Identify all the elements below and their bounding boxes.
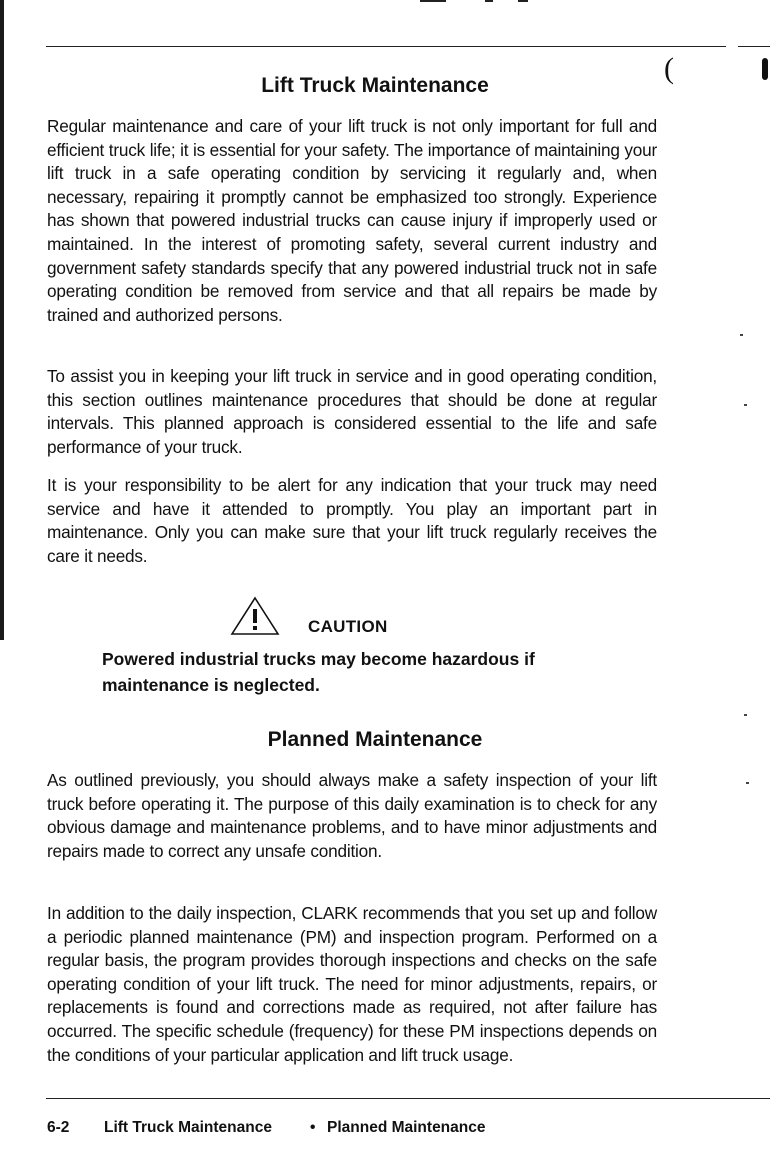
section-title: Planned Maintenance: [267, 728, 483, 751]
warning-triangle-icon: [229, 595, 281, 637]
footer-rule: [46, 1098, 770, 1099]
header-rule: [738, 46, 770, 47]
speck: [746, 782, 749, 784]
margin-paren-mark: (: [664, 52, 674, 85]
scan-mark: [518, 0, 528, 2]
scan-mark: [420, 0, 446, 2]
paragraph-pm-program: In addition to the daily inspection, CLARK recommends that you set up and follow a periodic planned maintenance (PM) and inspection program. Performed on a regular basis, the program provides thorough inspections and checks on the safe operating condition of your lift truck. The need for minor adjustments, repairs, or replacements is found and corrections made as required, not after failure has occurred. The specific schedule (frequency) for these PM inspections depends on the conditions of your particular application and lift truck usage.: [47, 903, 657, 1065]
edge-mark: [762, 58, 768, 80]
scan-mark: [485, 0, 493, 2]
paragraph-responsibility: It is your responsibility to be alert for any indication that your truck may need service and have it attended to promptly. You play an important part in maintenance. Only you can make sure that your lift truck regularly receives the care it needs.: [47, 475, 657, 566]
caution-text: Powered industrial trucks may become hazardous if maintenance is neglected.: [102, 649, 535, 695]
caution-label: CAUTION: [308, 617, 388, 636]
footer-section: Planned Maintenance: [327, 1119, 486, 1136]
footer-chapter: Lift Truck Maintenance: [104, 1119, 272, 1136]
speck: [744, 404, 747, 406]
speck: [744, 714, 747, 716]
paragraph-daily-inspection: As outlined previously, you should always make a safety inspection of your lift truck before operating it. The purpose of this daily examination is to check for any obvious damage and maintenance problems, and to have minor adjustments and repairs made to correct any unsafe condition.: [47, 770, 657, 861]
speck: [740, 334, 743, 336]
caution-block: [229, 595, 281, 642]
paragraph-assist: To assist you in keeping your lift truck in service and in good operating condition, this section outlines maintenance procedures that should be done at regular intervals. This planned approach is considered essential to the life and safe performance of your truck.: [47, 366, 657, 457]
footer-separator: •: [310, 1119, 316, 1136]
header-rule: [46, 46, 726, 47]
paragraph-intro: Regular maintenance and care of your lift truck is not only important for full and efficient truck life; it is essential for your safety. The importance of maintaining your lift truck in a safe operating condition by servicing it regularly and, when necessary, repairing it promptly cannot be emphasized too strongly. Experience has shown that powered industrial trucks can cause injury if improperly used or maintained. In the interest of promoting safety, several current industry and government safety standards specify that any powered industrial truck not in safe operating condition be removed from service and that all repairs be made by trained and authorized persons.: [47, 116, 657, 325]
footer-page-number: 6-2: [47, 1119, 70, 1136]
page-title: Lift Truck Maintenance: [261, 74, 489, 97]
